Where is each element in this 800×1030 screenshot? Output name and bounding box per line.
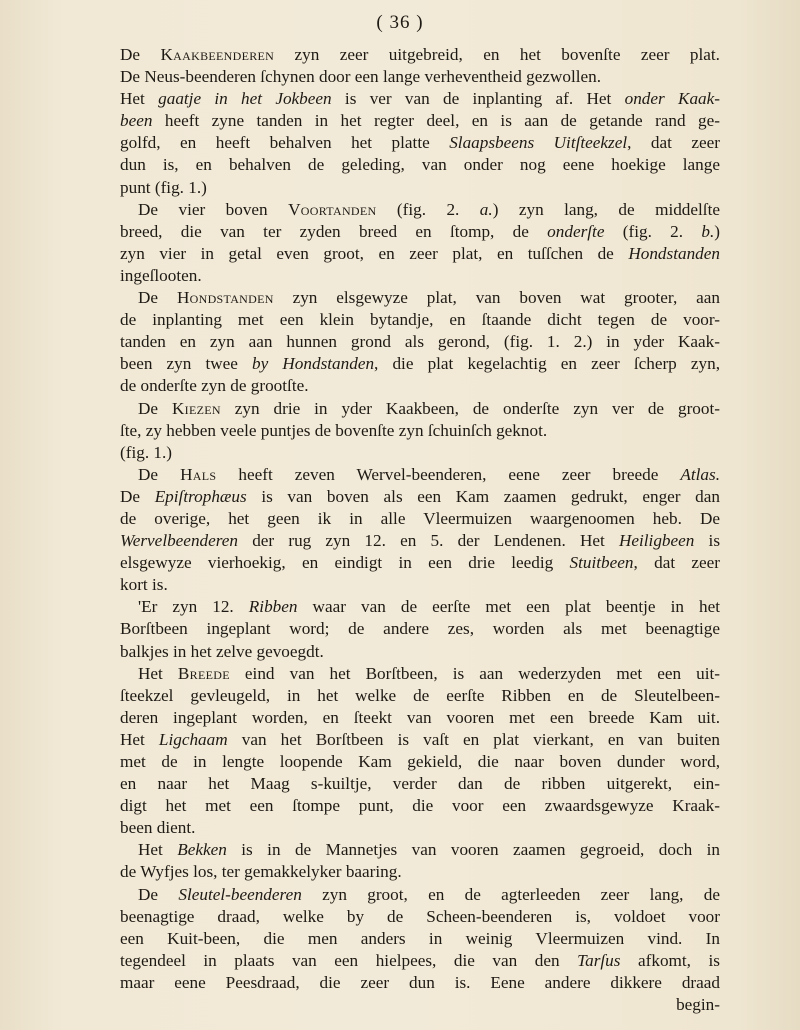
text-run: eind van het Borſtbeen, is aan wederzyden met een uit-	[229, 663, 720, 683]
text-run: heeft zeven Wervel-beenderen, eene zeer breede	[216, 464, 681, 484]
text-run: zyn drie in yder Kaakbeen, de onderſte zyn ver de groot-	[220, 398, 720, 418]
text-line	[120, 685, 720, 707]
text-line	[120, 154, 720, 176]
text-run: punt (fig. 1.)	[120, 177, 207, 197]
text-run: van het Borſtbeen is vaſt en plat vierkant, en van buiten	[227, 729, 720, 749]
text-line	[120, 950, 720, 972]
text-line	[120, 44, 720, 66]
text-line	[120, 861, 720, 883]
italic-run: Bekken	[177, 840, 227, 860]
text-run: maar eene Peesdraad, die zeer dun is. Eene andere dikkere draad	[120, 972, 720, 992]
small-caps-run: Kiezen	[171, 398, 221, 418]
text-line	[120, 66, 720, 88]
text-line	[120, 773, 720, 795]
text-run: , dat zeer	[627, 133, 720, 153]
text-line	[120, 221, 720, 243]
text-run: zyn zeer uitgebreid, en het bovenſte zeer plat.	[274, 45, 720, 64]
text-run: De	[138, 884, 179, 904]
text-run: (fig. 1.)	[120, 442, 173, 462]
text-line	[120, 287, 720, 309]
text-line	[120, 928, 720, 950]
text-run: golfd, en heeft behalven het platte	[120, 133, 450, 153]
text-run: ſte, zy hebben veele puntjes de bovenſte zyn ſchuinſch geknot.	[120, 420, 548, 440]
text-line	[120, 663, 720, 685]
text-run: , die plat kegelachtig en zeer ſcherp zyn,	[374, 354, 720, 374]
text-run: (fig. 2.	[604, 221, 702, 241]
text-line	[120, 817, 720, 839]
text-line	[120, 508, 720, 530]
italic-run: Tarſus	[577, 950, 621, 970]
text-run: , dat zeer	[633, 553, 720, 573]
text-line	[120, 331, 720, 353]
text-run: ) zyn lang, de middelſte	[492, 199, 720, 219]
text-line	[120, 641, 720, 663]
text-run: breed, die van ter zyden breed en ſtomp, de	[120, 221, 548, 241]
text-line	[120, 795, 720, 817]
text-run: De	[120, 486, 155, 506]
small-caps-run: Voortanden	[288, 199, 377, 219]
italic-run: onder Kaak-	[624, 89, 721, 109]
text-line	[120, 88, 720, 110]
text-run: de inplanting met een klein bytandje, en ſtaande dicht tegen de voor-	[120, 310, 720, 330]
text-line	[120, 442, 720, 464]
text-run: De vier boven	[138, 199, 289, 219]
text-run: is ver van de inplanting af. Het	[331, 89, 625, 109]
text-line	[120, 110, 720, 132]
text-run: 'Er zyn 12.	[138, 597, 249, 617]
text-line	[120, 729, 720, 751]
text-run: begin-	[676, 995, 720, 1015]
italic-run: Ribben	[248, 597, 298, 617]
text-run: De	[138, 398, 172, 418]
italic-run: by Hondstanden	[252, 354, 375, 374]
text-run: de onderſte zyn de grootſte.	[120, 376, 309, 396]
text-line	[120, 353, 720, 375]
text-run: balkjes in het zelve gevoegdt.	[120, 641, 324, 661]
small-caps-run: Hals	[180, 464, 217, 484]
text-run: Het	[120, 89, 159, 109]
text-run: digt het met een ſtompe punt, die voor een zwaardsgewyze Kraak-	[120, 796, 720, 816]
italic-run: b.	[701, 221, 715, 241]
text-run: been zyn twee	[120, 354, 253, 374]
italic-run: Stuitbeen	[569, 553, 634, 573]
text-run: Borſtbeen ingeplant word; de andere zes, worden als met beenagtige	[120, 619, 720, 639]
italic-run: Wervelbeenderen	[120, 531, 239, 551]
italic-run: onderſte	[547, 221, 605, 241]
text-run: kort is.	[120, 575, 168, 595]
text-line	[120, 132, 720, 154]
italic-run: Slaapsbeens Uitſteekzel	[449, 133, 628, 153]
text-line	[120, 420, 720, 442]
text-run: been dient.	[120, 818, 196, 838]
text-run: een Kuit-been, die men anders in weinig Vleermuizen vind. In	[120, 928, 720, 948]
text-run: deren ingeplant worden, en ſteekt van vooren met een breede Kam uit.	[120, 707, 720, 727]
body-text	[120, 44, 720, 1016]
text-line	[120, 552, 720, 574]
italic-run: gaatje in het Jokbeen	[158, 89, 332, 109]
text-line	[120, 309, 720, 331]
text-line	[120, 839, 720, 861]
text-line	[120, 751, 720, 773]
text-line	[120, 398, 720, 420]
text-run: tanden en zyn aan hunnen grond als gerond, (fig. 1. 2.) in yder Kaak-	[120, 332, 720, 352]
text-line	[120, 972, 720, 994]
text-run: Het	[138, 663, 178, 683]
text-line	[120, 884, 720, 906]
text-run: ſteekzel gevleugeld, in het welke de eerſte Ribben en de Sleutelbeen-	[120, 685, 720, 705]
catchword	[120, 994, 720, 1016]
text-line	[120, 464, 720, 486]
page-number: ( 36 )	[376, 12, 424, 33]
text-run: Het	[120, 729, 159, 749]
italic-run: Heiligbeen	[618, 531, 695, 551]
text-run: zyn vier in getal even groot, en zeer plat, en tuſſchen de	[120, 243, 629, 263]
italic-run: Sleutel-beenderen	[178, 884, 302, 904]
text-run: der rug zyn 12. en 5. der Lendenen. Het	[238, 531, 619, 551]
text-run: met de in lengte loopende Kam gekield, die naar boven dunder word,	[120, 752, 720, 771]
small-caps-run: Hondstanden	[176, 288, 274, 308]
text-run: De Neus-beenderen ſchynen door een lange verheventheid gezwollen.	[120, 67, 602, 87]
text-run: elsgewyze vierhoekig, en eindigt in een drie leedig	[120, 553, 570, 573]
text-run: De	[120, 45, 161, 64]
italic-run: a.	[479, 199, 493, 219]
text-run: (fig. 2.	[376, 199, 480, 219]
small-caps-run: Breede	[177, 663, 230, 683]
text-line	[120, 596, 720, 618]
text-run: beenagtige draad, welke by de Scheen-beenderen is, voldoet voor	[120, 906, 720, 926]
text-run: de overige, het geen ik in alle Vleermuizen waargenoomen heb. De	[120, 508, 720, 528]
text-run: is	[694, 531, 721, 551]
text-run: )	[714, 221, 720, 241]
italic-run: Hondstanden	[628, 243, 720, 263]
text-line	[120, 906, 720, 928]
text-line	[120, 243, 720, 265]
text-run: zyn elsgewyze plat, van boven wat grooter, aan	[273, 288, 720, 308]
text-run: ingeſlooten.	[120, 265, 202, 285]
text-line	[120, 486, 720, 508]
text-run: is van boven als een Kam zaamen gedrukt, enger dan	[246, 486, 720, 506]
text-run: is in de Mannetjes van vooren zaamen gegroeid, doch in	[226, 840, 720, 860]
text-line	[120, 530, 720, 552]
text-run: dun is, en behalven de geleding, van onder nog eene hoekige lange	[120, 155, 720, 175]
italic-run: been	[120, 111, 153, 131]
text-line	[120, 618, 720, 640]
italic-run: Epiſtrophæus	[154, 486, 247, 506]
text-line	[120, 265, 720, 287]
text-line	[120, 199, 720, 221]
text-run: Het	[138, 840, 178, 860]
text-run: afkomt, is	[620, 950, 720, 970]
text-line	[120, 177, 720, 199]
text-line	[120, 707, 720, 729]
text-run: De	[138, 464, 181, 484]
italic-run: Atlas.	[680, 464, 721, 484]
small-caps-run: Kaakbeenderen	[160, 45, 275, 64]
text-run: waar van de eerſte met een plat beentje in het	[297, 597, 721, 617]
text-run: zyn groot, en de agterleeden zeer lang, de	[301, 884, 720, 904]
text-run: heeft zyne tanden in het regter deel, en is aan de getande rand ge-	[152, 111, 720, 131]
text-run: De	[138, 288, 177, 308]
text-run: tegendeel in plaats van een hielpees, die van den	[120, 950, 578, 970]
text-run: de Wyfjes los, ter gemakkelyker baaring.	[120, 862, 402, 882]
text-line	[120, 375, 720, 397]
text-run: en naar het Maag s-kuiltje, verder dan de ribben uitgerekt, ein-	[120, 774, 720, 794]
italic-run: Ligchaam	[158, 729, 228, 749]
text-line	[120, 574, 720, 596]
